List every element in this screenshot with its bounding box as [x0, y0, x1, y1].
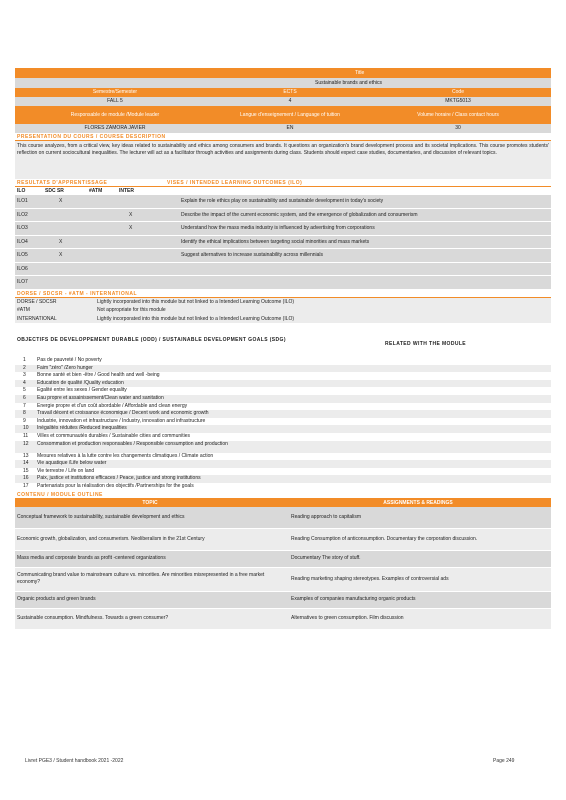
- code-value: MKTG5013: [445, 98, 471, 104]
- ilo-row: [15, 276, 551, 290]
- responsible-value-row: [15, 124, 551, 133]
- sdg-item: [15, 425, 551, 433]
- dorse-row: [15, 315, 551, 324]
- semester-value-row: [15, 97, 551, 106]
- sdg-text: Paix, justice et institutions efficaces / Peace, justice and strong institutions: [37, 475, 201, 482]
- ilo-atm-mark: [87, 276, 117, 289]
- content-assignment: Reading approach to capitalism: [291, 513, 362, 520]
- ilo-row: [15, 209, 551, 223]
- sdg-number: 9: [23, 417, 26, 424]
- sdg-number: 14: [23, 460, 29, 467]
- content-topic: Mass media and corporate brands as profit -centered organizations: [17, 555, 166, 561]
- responsible-value: FLORES ZAMORA JAVIER: [84, 125, 146, 131]
- ilo-table: [15, 195, 551, 290]
- ilo-heading-right: VISES / INTENDED LEARNING OUTCOMES (ILO): [167, 180, 303, 186]
- sdg-heading-left: OBJECTIFS DE DEVELOPPEMENT DURABLE (ODD) / SUSTAINABLE DEVELOPMENT GOALS (SDG): [17, 337, 286, 343]
- sdg-item: [15, 441, 551, 453]
- sdg-item: [15, 357, 551, 365]
- sdg-number: 3: [23, 372, 26, 379]
- sdg-text: Energie propre et d'un coût abordable / Affordable and clean energy: [37, 402, 188, 409]
- footer-page-number: Page 249: [493, 758, 515, 764]
- dorse-text: Lightly incorporated into this module but not linked to a Intended Learning Outcome (ILO): [97, 298, 295, 305]
- ilo-id: ILO5: [17, 252, 28, 258]
- presentation-body: [15, 141, 551, 179]
- sdg-item: [15, 460, 551, 468]
- dorse-heading: DORSE / SDCSR - #ATM - INTERNATIONAL: [17, 290, 138, 297]
- ects-value: 4: [288, 98, 292, 104]
- sdg-item: [15, 395, 551, 403]
- sdg-number: 17: [23, 482, 29, 489]
- dorse-heading-row: [15, 290, 551, 298]
- dorse-label: #ATM: [17, 307, 30, 313]
- sdg-list: [15, 357, 551, 491]
- sdg-number: 2: [23, 364, 26, 371]
- sdg-item: [15, 403, 551, 411]
- semester-label: Semestre/Semester: [92, 89, 138, 95]
- sdg-number: 6: [23, 394, 26, 401]
- presentation-heading: PRESENTATION DU COURS / COURSE DESCRIPTION: [17, 134, 166, 140]
- hours-label: Volume horaire / Class contact hours: [417, 112, 499, 118]
- sdg-text: Villes et communautés durables / Sustainable cities and communities: [37, 432, 191, 439]
- title-row: [15, 78, 551, 88]
- ilo-sdcsr-mark: [43, 263, 87, 276]
- sdg-item: [15, 483, 551, 491]
- page-footer: [25, 758, 525, 764]
- sdg-item: [15, 365, 551, 373]
- sdg-text: Eau propre et assainissement/Clean water and sanitation: [37, 394, 164, 401]
- ilo-heading-left: RESULTATS D'APPRENTISSAGE: [17, 180, 108, 186]
- ilo-col-inter: INTER: [119, 188, 134, 194]
- ilo-sdcsr-mark: [43, 209, 87, 222]
- sdg-number: 10: [23, 425, 29, 432]
- ilo-row: [15, 222, 551, 236]
- sdg-item: [15, 372, 551, 380]
- ilo-atm-mark: [87, 249, 117, 262]
- ilo-text: Suggest alternatives to increase sustainability across millennials: [181, 252, 324, 258]
- sdg-number: 16: [23, 475, 29, 482]
- sdg-text: Partenariats pour la réalisation des objectifs /Partnerships for the goals: [37, 482, 194, 489]
- ilo-sdcsr-mark: [43, 276, 87, 289]
- ilo-inter-mark: [117, 236, 179, 249]
- ilo-atm-mark: [87, 236, 117, 249]
- dorse-text: Not appropriate for this module: [97, 307, 166, 313]
- title-label: Title: [355, 70, 365, 76]
- sdg-text: Vie aquatique /Life below water: [37, 460, 107, 467]
- sdg-text: Mesures relatives à la lutte contre les changements climatiques / Climate action: [37, 452, 214, 459]
- ilo-inter-mark: [117, 263, 179, 276]
- sdg-number: 13: [23, 452, 29, 459]
- ilo-row: [15, 249, 551, 263]
- content-topic: Conceptual framework to sustainability, sustainable development and ethics: [17, 513, 185, 520]
- ects-label: ECTS: [283, 89, 297, 95]
- semester-value: FALL 5: [107, 98, 123, 104]
- ilo-id: ILO2: [17, 211, 28, 218]
- ilo-sdcsr-mark: X: [59, 238, 63, 245]
- content-heading-row: [15, 491, 551, 499]
- responsible-label: Responsable de module /Module leader: [70, 112, 160, 118]
- dorse-text: Lightly incorporated into this module but not linked to a Intended Learning Outcome (ILO): [97, 315, 295, 322]
- sdg-text: Education de qualité /Quality education: [37, 379, 124, 386]
- ilo-row: [15, 263, 551, 277]
- content-col-assignments: ASSIGNMENTS & READINGS: [383, 499, 453, 506]
- ilo-atm-mark: [87, 209, 117, 222]
- sdg-number: 8: [23, 410, 26, 417]
- language-value: EN: [286, 125, 294, 131]
- content-assignment: Reading marketing shaping stereotypes. Examples of controversial ads: [291, 575, 449, 582]
- sdg-heading-row: [15, 337, 551, 357]
- content-topic: Communicating brand value to mainstream culture vs. minorities. Are minorities misrepresented in a free market economy?: [17, 572, 265, 585]
- sdg-number: 5: [23, 387, 26, 394]
- sdg-text: Inégalités réduites /Reduced inequalities: [37, 425, 127, 432]
- dorse-row: [15, 298, 551, 307]
- ilo-sdcsr-mark: X: [59, 252, 63, 258]
- hours-value: 30: [455, 125, 461, 131]
- sdg-text: Egalité entre les sexes / Gender equality: [37, 387, 127, 394]
- content-row: [15, 609, 551, 630]
- content-row: [15, 592, 551, 609]
- sdg-text: Consommation et production responsables / Responsible consumption and production: [37, 440, 228, 447]
- dorse-row: [15, 306, 551, 315]
- ilo-row: [15, 195, 551, 209]
- sdg-number: 11: [23, 432, 29, 439]
- sdg-number: 4: [23, 379, 26, 386]
- sdg-number: 1: [23, 357, 26, 363]
- course-sheet: [15, 68, 551, 630]
- sdg-item: [15, 387, 551, 395]
- sdg-text: Faim "zéro" /Zero hunger: [37, 364, 93, 371]
- sdg-number: 7: [23, 402, 26, 409]
- ilo-sdcsr-mark: X: [59, 198, 63, 204]
- ilo-inter-mark: [117, 249, 179, 262]
- ilo-id: ILO4: [17, 238, 28, 245]
- ilo-col-atm: #ATM: [89, 188, 103, 194]
- sdg-text: Bonne santé et bien -être / Good health and well -being: [37, 372, 160, 379]
- ilo-inter-mark: [117, 276, 179, 289]
- dorse-label: DORSE / SDCSR: [17, 298, 57, 305]
- sdg-number: 15: [23, 467, 29, 474]
- sdg-text: Vie terrestre / Life on land: [37, 467, 95, 474]
- content-topic: Organic products and green brands: [17, 596, 96, 602]
- content-row: [15, 551, 551, 568]
- sdg-heading-right: RELATED WITH THE MODULE: [385, 341, 467, 347]
- content-assignment: Documentary The story of stuff.: [291, 555, 361, 561]
- ilo-id: ILO1: [17, 198, 28, 204]
- ilo-heading-row: [15, 179, 551, 187]
- sdg-item: [15, 468, 551, 476]
- sdg-item: [15, 453, 551, 461]
- ilo-text: Explain the role ethics play on sustainability and sustainable development in today's society: [181, 198, 384, 204]
- dorse-label: INTERNATIONAL: [17, 315, 57, 322]
- sdg-item: [15, 475, 551, 483]
- ilo-text: [179, 276, 551, 289]
- content-table: [15, 507, 551, 630]
- ilo-inter-mark: [117, 195, 179, 208]
- sdg-item: [15, 410, 551, 418]
- ilo-id: ILO7: [17, 279, 28, 285]
- course-title: Sustainable brands and ethics: [315, 80, 382, 86]
- ilo-text: [179, 263, 551, 276]
- ilo-atm-mark: [87, 263, 117, 276]
- title-label-row: [15, 68, 551, 78]
- responsible-label-row: [15, 106, 551, 124]
- content-col-topic: TOPIC: [142, 499, 158, 506]
- ilo-id: ILO3: [17, 225, 28, 231]
- sdg-item: [15, 418, 551, 426]
- content-row: [15, 529, 551, 551]
- ilo-col-sdcsr: SDC SR: [45, 188, 64, 194]
- content-assignment: Examples of companies manufacturing organic products: [291, 596, 416, 602]
- sdg-number: 12: [23, 440, 29, 447]
- ilo-inter-mark: X: [129, 211, 133, 218]
- sdg-item: [15, 380, 551, 388]
- dorse-table: [15, 298, 551, 324]
- ilo-text: Describe the impact of the current economic system, and the emergence of globalization and consumerism: [181, 211, 418, 218]
- ilo-atm-mark: [87, 195, 117, 208]
- content-topic: Economic growth, globalization, and consumerism. Neoliberalism in the 21st Century: [17, 535, 205, 542]
- content-topic: Sustainable consumption. Mindfulness. Towards a green consumer?: [17, 615, 169, 621]
- ilo-sdcsr-mark: [43, 222, 87, 235]
- content-assignment: Reading Consumption of anticonsumption. Documentary the corporation discussion.: [291, 535, 478, 542]
- ilo-text: Understand how the mass media industry is influenced by advertising from corporations: [181, 225, 375, 231]
- content-heading: CONTENU / MODULE OUTLINE: [17, 491, 103, 498]
- sdg-text: Pas de pauvreté / No poverty: [37, 357, 102, 363]
- sdg-text: Industrie, innovation et infrastructure / Industry, innovation and infrastructure: [37, 417, 206, 424]
- content-row: [15, 568, 551, 592]
- ilo-row: [15, 236, 551, 250]
- sdg-item: [15, 433, 551, 441]
- ilo-col-ilo: ILO: [17, 188, 26, 194]
- content-assignment: Alternatives to green consumption. Film discussion: [291, 615, 404, 621]
- ilo-text: Identify the ethical implications between targeting social minorities and mass markets: [181, 238, 370, 245]
- content-row: [15, 507, 551, 529]
- sdg-text: Travail décent et croissance économique / Decent work and economic growth: [37, 410, 209, 417]
- ilo-column-headers: [15, 187, 551, 195]
- ilo-inter-mark: X: [129, 225, 133, 231]
- content-column-headers: [15, 499, 551, 507]
- presentation-heading-row: [15, 133, 551, 141]
- presentation-text: This course analyzes, from a critical view, key ideas related to sustainability and ethics among consumers and brands. It questions an organization's brand development process and its societal implications. This course promotes students' reflection on current sociocultural inequalities. The lecturer will act as a facilitator through activities and assignments during class. Students should expect case studies, documentaries, and discussion of relevant topics.: [17, 143, 549, 156]
- footer-handbook: Livret PGE3 / Student handbook 2021 -2022: [25, 758, 124, 764]
- ilo-atm-mark: [87, 222, 117, 235]
- ilo-id: ILO6: [17, 265, 28, 272]
- code-label: Code: [452, 89, 464, 95]
- semester-label-row: [15, 88, 551, 97]
- language-label: Langue d'enseignement / Language of tuition: [240, 112, 340, 118]
